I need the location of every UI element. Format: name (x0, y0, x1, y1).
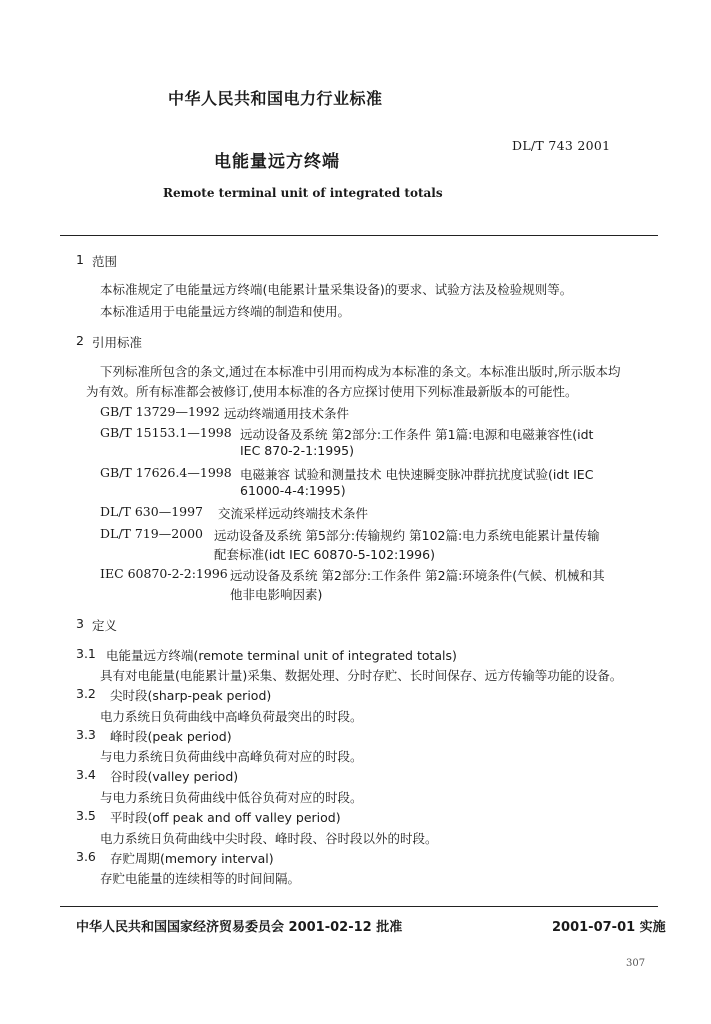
section-1-paragraph: 本标准规定了电能量远方终端(电能累计量采集设备)的要求、试验方法及检验规则等。 (100, 282, 573, 297)
section-1-paragraph: 本标准适用于电能量远方终端的制造和使用。 (100, 304, 351, 319)
reference-code: IEC 60870-2-2:1996 (100, 566, 228, 581)
reference-code: GB/T 13729—1992 (100, 404, 220, 419)
reference-code: GB/T 15153.1—1998 (100, 425, 232, 440)
definition-text: 存贮电能量的连续相等的时间间隔。 (100, 871, 301, 886)
definition-number: 3.1 (76, 646, 96, 661)
reference-title: 远动设备及系统 第2部分:工作条件 第1篇:电源和电磁兼容性(idt (240, 427, 594, 442)
reference-title-continued: 配套标准(idt IEC 60870-5-102:1996) (214, 547, 435, 562)
reference-title-continued: 他非电影响因素) (230, 587, 323, 602)
reference-title: 远动设备及系统 第5部分:传输规约 第102篇:电力系统电能累计量传输 (214, 528, 600, 543)
section-3-number: 3 (76, 616, 84, 631)
reference-code: DL/T 630—1997 (100, 504, 204, 519)
document-title-english: Remote terminal unit of integrated totals (163, 186, 443, 200)
definition-term: 谷时段(valley period) (110, 769, 239, 784)
approval-statement: 中华人民共和国国家经济贸易委员会 2001-02-12 批准 (76, 920, 403, 935)
section-1-number: 1 (76, 252, 84, 267)
definition-number: 3.4 (76, 767, 96, 782)
section-2-number: 2 (76, 333, 84, 348)
reference-title-continued: IEC 870-2-1:1995) (240, 443, 354, 458)
page-number: 307 (626, 958, 646, 969)
reference-title: 远动设备及系统 第2部分:工作条件 第2篇:环境条件(气候、机械和其 (230, 568, 605, 583)
reference-title: 交流采样远动终端技术条件 (218, 506, 369, 521)
implementation-date: 2001-07-01 实施 (552, 920, 666, 935)
definition-term: 平时段(off peak and off valley period) (110, 810, 341, 825)
header-divider (60, 235, 658, 236)
footer-divider (60, 906, 658, 907)
definition-text: 电力系统日负荷曲线中高峰负荷最突出的时段。 (100, 709, 363, 724)
definition-term: 尖时段(sharp-peak period) (110, 688, 272, 703)
definition-number: 3.6 (76, 849, 96, 864)
section-2-heading: 引用标准 (92, 335, 143, 350)
reference-code: GB/T 17626.4—1998 (100, 465, 232, 480)
document-title: 电能量远方终端 (214, 152, 340, 172)
definition-term: 存贮周期(memory interval) (110, 851, 274, 866)
definition-text: 具有对电能量(电能累计量)采集、数据处理、分时存贮、长时间保存、远方传输等功能的设备。 (100, 668, 623, 683)
section-3-heading: 定义 (92, 618, 118, 633)
reference-title: 电磁兼容 试验和测量技术 电快速瞬变脉冲群抗扰度试验(idt IEC (240, 467, 594, 482)
definition-term: 电能量远方终端(remote terminal unit of integrated totals) (106, 648, 457, 663)
definition-text: 与电力系统日负荷曲线中低谷负荷对应的时段。 (100, 790, 363, 805)
reference-code: DL/T 719—2000 (100, 526, 204, 541)
reference-title: 远动终端通用技术条件 (224, 406, 350, 421)
section-2-intro: 下列标准所包含的条文,通过在本标准中引用而构成为本标准的条文。本标准出版时,所示版本均 (100, 364, 621, 379)
reference-title-continued: 61000-4-4:1995) (240, 483, 346, 498)
definition-text: 电力系统日负荷曲线中尖时段、峰时段、谷时段以外的时段。 (100, 831, 438, 846)
definition-text: 与电力系统日负荷曲线中高峰负荷对应的时段。 (100, 749, 363, 764)
national-standard-title: 中华人民共和国电力行业标准 (168, 89, 383, 108)
section-1-heading: 范围 (92, 254, 118, 269)
section-2-intro: 为有效。所有标准都会被修订,使用本标准的各方应探讨使用下列标准最新版本的可能性。 (86, 384, 578, 399)
standard-code: DL/T 743 2001 (512, 138, 611, 153)
definition-number: 3.5 (76, 808, 96, 823)
definition-number: 3.2 (76, 686, 96, 701)
definition-number: 3.3 (76, 727, 96, 742)
definition-term: 峰时段(peak period) (110, 729, 232, 744)
